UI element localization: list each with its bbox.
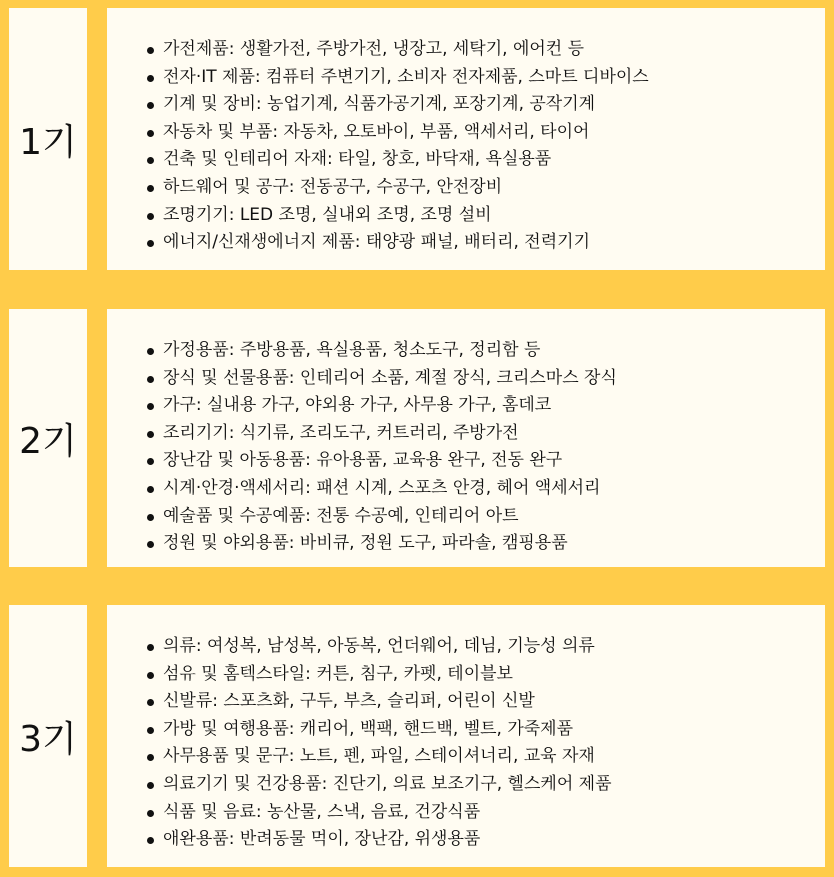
phase-3-label-box	[9, 605, 87, 867]
list-item: 예술품 및 수공예품: 전통 수공예, 인테리어 아트	[163, 503, 617, 531]
list-item: 에너지/신재생에너지 제품: 태양광 패널, 배터리, 전력기기	[163, 229, 649, 257]
phase-1-label: 1기	[19, 121, 77, 163]
phase-1-label-box	[9, 8, 87, 270]
phase-1-list	[163, 36, 649, 257]
phase-3-content-box	[107, 605, 825, 867]
phase-2-content-box	[107, 309, 825, 567]
list-item: 의료기기 및 건강용품: 진단기, 의료 보조기구, 헬스케어 제품	[163, 771, 612, 799]
list-item: 조명기기: LED 조명, 실내외 조명, 조명 설비	[163, 202, 649, 230]
list-item: 자동차 및 부품: 자동차, 오토바이, 부품, 액세서리, 타이어	[163, 119, 649, 147]
list-item: 기계 및 장비: 농업기계, 식품가공기계, 포장기계, 공작기계	[163, 91, 649, 119]
phase-1-content-box	[107, 8, 825, 270]
list-item: 전자·IT 제품: 컴퓨터 주변기기, 소비자 전자제품, 스마트 디바이스	[163, 64, 649, 92]
list-item: 식품 및 음료: 농산물, 스낵, 음료, 건강식품	[163, 799, 612, 827]
list-item: 건축 및 인테리어 자재: 타일, 창호, 바닥재, 욕실용품	[163, 146, 649, 174]
list-item: 정원 및 야외용품: 바비큐, 정원 도구, 파라솔, 캠핑용품	[163, 530, 617, 558]
list-item: 조리기기: 식기류, 조리도구, 커트러리, 주방가전	[163, 420, 617, 448]
list-item: 가구: 실내용 가구, 야외용 가구, 사무용 가구, 홈데코	[163, 392, 617, 420]
phase-3-list	[163, 633, 612, 854]
list-item: 시계·안경·액세서리: 패션 시계, 스포츠 안경, 헤어 액세서리	[163, 475, 617, 503]
list-item: 애완용품: 반려동물 먹이, 장난감, 위생용품	[163, 826, 612, 854]
list-item: 가방 및 여행용품: 캐리어, 백팩, 핸드백, 벨트, 가죽제품	[163, 716, 612, 744]
list-item: 섬유 및 홈텍스타일: 커튼, 침구, 카펫, 테이블보	[163, 661, 612, 689]
list-item: 신발류: 스포츠화, 구두, 부츠, 슬리퍼, 어린이 신발	[163, 688, 612, 716]
phase-2-label: 2기	[19, 420, 77, 462]
phase-3-label: 3기	[19, 718, 77, 760]
list-item: 하드웨어 및 공구: 전동공구, 수공구, 안전장비	[163, 174, 649, 202]
phase-2-label-box	[9, 309, 87, 567]
list-item: 장난감 및 아동용품: 유아용품, 교육용 완구, 전동 완구	[163, 447, 617, 475]
list-item: 사무용품 및 문구: 노트, 펜, 파일, 스테이셔너리, 교육 자재	[163, 743, 612, 771]
phase-2-list	[163, 337, 617, 558]
list-item: 가정용품: 주방용품, 욕실용품, 청소도구, 정리함 등	[163, 337, 617, 365]
list-item: 장식 및 선물용품: 인테리어 소품, 계절 장식, 크리스마스 장식	[163, 365, 617, 393]
list-item: 가전제품: 생활가전, 주방가전, 냉장고, 세탁기, 에어컨 등	[163, 36, 649, 64]
list-item: 의류: 여성복, 남성복, 아동복, 언더웨어, 데님, 기능성 의류	[163, 633, 612, 661]
